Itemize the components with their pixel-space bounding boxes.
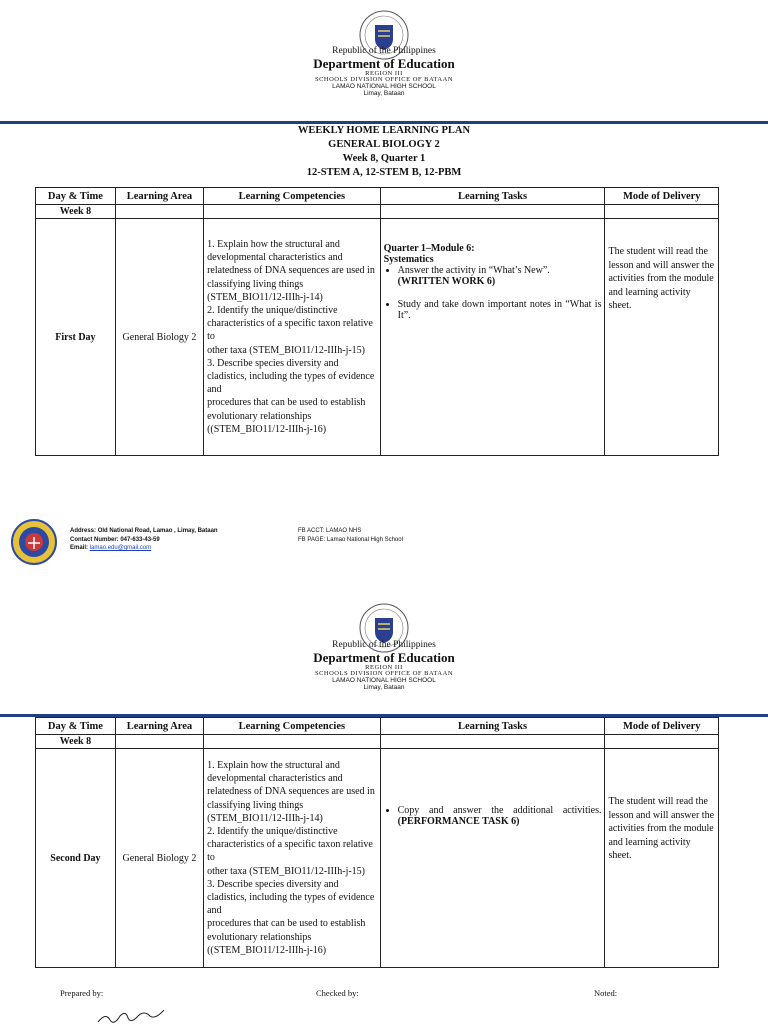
empty-cell xyxy=(204,205,381,219)
department-title: Department of Education xyxy=(313,649,455,665)
module-title: Quarter 1–Module 6: xyxy=(383,243,475,254)
task-text: Copy and answer the additional activities. xyxy=(397,805,602,816)
competency-2b: other taxa (STEM_BIO11/12-IIIh-j-15) xyxy=(207,865,366,877)
task-list xyxy=(384,805,602,827)
task-list xyxy=(384,265,602,321)
social-info xyxy=(298,527,403,544)
division-text: SCHOOLS DIVISION OFFICE OF BATAAN xyxy=(314,670,454,678)
noted-label: Noted: xyxy=(594,988,618,998)
task-text: Answer the activity in “What’s New”. xyxy=(397,265,550,276)
mode-cell: The student will read the lesson and will answer the activities from the module and learning activity sheet. xyxy=(605,219,719,456)
plan-subject: GENERAL BIOLOGY 2 xyxy=(328,139,440,150)
school-name: LAMAO NATIONAL HIGH SCHOOL xyxy=(332,83,436,91)
module-topic: Systematics xyxy=(383,254,434,265)
contact-label: Contact Number: xyxy=(70,536,119,543)
competency-3b: procedures that can be used to establish evolutionary relationships ((STEM_BIO11/12-IIIh-j-16) xyxy=(207,397,366,435)
list-item xyxy=(398,265,602,287)
address-label: Address: xyxy=(70,528,97,534)
prepared-by-label: Prepared by: xyxy=(60,988,104,998)
day-cell: First Day xyxy=(36,219,116,456)
col-header: Day & Time xyxy=(36,718,116,735)
mode-cell: The student will read the lesson and will answer the activities from the module and learning activity sheet. xyxy=(605,749,719,968)
col-header: Learning Tasks xyxy=(380,188,605,205)
area-cell: General Biology 2 xyxy=(115,749,203,968)
contact-value: 047-633-43-59 xyxy=(120,536,160,543)
table-row xyxy=(36,749,719,968)
table-header-row xyxy=(36,718,719,735)
school-name: LAMAO NATIONAL HIGH SCHOOL xyxy=(332,677,436,685)
competency-2: 2. Identify the unique/distinctive characteristics of a specific taxon relative to xyxy=(207,304,373,343)
list-item xyxy=(398,805,602,827)
competencies-cell xyxy=(204,749,381,968)
plan-title-block xyxy=(0,124,768,180)
col-header: Day & Time xyxy=(36,188,116,205)
signature-mark xyxy=(96,1010,186,1024)
week-row xyxy=(36,735,719,749)
week-row xyxy=(36,205,719,219)
competency-3b: procedures that can be used to establish evolutionary relationships ((STEM_BIO11/12-IIIh-j-16) xyxy=(207,918,366,956)
page1-header xyxy=(0,47,768,98)
department-title: Department of Education xyxy=(313,55,455,71)
task-text: Study and take down important notes in “What is It”. xyxy=(397,299,602,321)
week-label: Week 8 xyxy=(36,735,116,749)
competency-3: 3. Describe species diversity and cladistics, including the types of evidence and xyxy=(207,357,375,396)
competency-2: 2. Identify the unique/distinctive characteristics of a specific taxon relative to xyxy=(207,825,373,864)
plan-sections: 12-STEM A, 12-STEM B, 12-PBM xyxy=(306,167,462,178)
school-location: Limay, Bataan xyxy=(363,684,405,692)
empty-cell xyxy=(115,205,203,219)
col-header: Learning Area xyxy=(115,188,203,205)
empty-cell xyxy=(115,735,203,749)
table-header-row xyxy=(36,188,719,205)
tasks-cell xyxy=(380,219,605,456)
task-tag: (WRITTEN WORK 6) xyxy=(397,276,496,287)
col-header: Learning Competencies xyxy=(204,718,381,735)
area-cell: General Biology 2 xyxy=(115,219,203,456)
tasks-cell xyxy=(380,749,605,968)
email-link[interactable]: lamao.edu@gmail.com xyxy=(89,545,152,551)
empty-cell xyxy=(204,735,381,749)
col-header: Learning Area xyxy=(115,718,203,735)
school-location: Limay, Bataan xyxy=(363,90,405,98)
col-header: Learning Competencies xyxy=(204,188,381,205)
weekly-plan-table-day2 xyxy=(35,717,719,968)
table-row xyxy=(36,219,719,456)
competency-1: 1. Explain how the structural and developmental characteristics and relatedness of DNA sequences are used in classifying living things (STEM_BIO11/12-IIIh-j-14) xyxy=(207,759,375,824)
empty-cell xyxy=(380,735,605,749)
page2-header xyxy=(0,641,768,692)
col-header: Mode of Delivery xyxy=(605,718,719,735)
task-tag: (PERFORMANCE TASK 6) xyxy=(397,816,520,827)
region-text: REGION III xyxy=(365,663,403,671)
region-text: REGION III xyxy=(365,69,403,77)
republic-text: Republic of the Philippines xyxy=(332,640,436,650)
fb-page: FB PAGE: Lamao National High School xyxy=(298,536,403,543)
plan-week: Week 8, Quarter 1 xyxy=(342,153,426,164)
weekly-plan-table-day1 xyxy=(35,187,719,456)
plan-title: WEEKLY HOME LEARNING PLAN xyxy=(297,125,471,136)
week-label: Week 8 xyxy=(36,205,116,219)
competency-2b: other taxa (STEM_BIO11/12-IIIh-j-15) xyxy=(207,344,366,356)
republic-text: Republic of the Philippines xyxy=(332,46,436,56)
checked-by-label: Checked by: xyxy=(316,988,359,998)
email-label: Email: xyxy=(70,545,89,551)
empty-cell xyxy=(605,205,719,219)
competency-3: 3. Describe species diversity and cladistics, including the types of evidence and xyxy=(207,878,375,917)
competencies-cell xyxy=(204,219,381,456)
school-footer xyxy=(0,517,768,567)
day-cell: Second Day xyxy=(36,749,116,968)
fb-account: FB ACCT: LAMAO NHS xyxy=(298,528,362,534)
list-item xyxy=(398,299,602,321)
empty-cell xyxy=(380,205,605,219)
division-text: SCHOOLS DIVISION OFFICE OF BATAAN xyxy=(314,76,454,84)
school-logo-icon xyxy=(8,519,60,565)
contact-info xyxy=(70,527,218,553)
competency-1: 1. Explain how the structural and developmental characteristics and relatedness of DNA sequences are used in classifying living things (STEM_BIO11/12-IIIh-j-14) xyxy=(207,238,375,303)
col-header: Mode of Delivery xyxy=(605,188,719,205)
empty-cell xyxy=(605,735,719,749)
col-header: Learning Tasks xyxy=(380,718,605,735)
address-value: Old National Road, Lamao , Limay, Bataan xyxy=(97,528,218,534)
